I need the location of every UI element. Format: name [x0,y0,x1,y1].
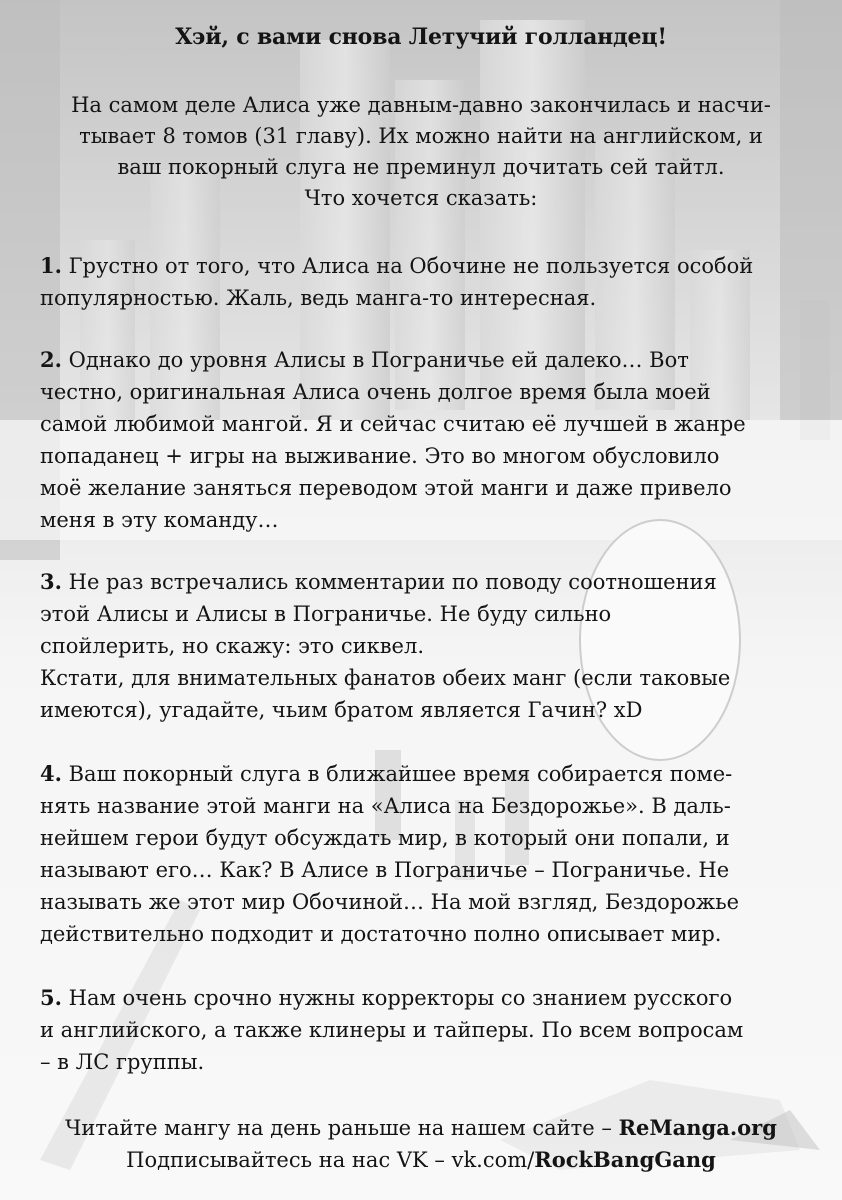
paragraph-line: называть же этот мир Обочиной… На мой взгляд, Бездорожье [40,890,740,914]
paragraph-line: меня в эту команду… [40,508,279,532]
paragraph-line [40,758,826,790]
paragraph-line [40,982,826,1014]
paragraph-line: и английского, а также клинеры и тайперы. По всем вопросам [40,1018,744,1042]
paragraph-line: честно, оригинальная Алиса очень долгое время была моей [40,380,711,404]
paragraph-line: этой Алисы и Алисы в Пограничье. Не буду сильно [40,602,612,626]
paragraph-number: 5. [40,985,62,1010]
paragraph-4 [40,758,826,950]
intro-line: Что хочется сказать: [304,186,538,210]
paragraph-text: Грустно от того, что Алиса на Обочине не пользуется особой [68,254,754,278]
paragraph-5 [40,982,826,1078]
paragraph-line: моё желание заняться переводом этой манги и даже привело [40,476,732,500]
paragraph-line: нейшем герои будут обсуждать мир, в который они попали, и [40,826,730,850]
paragraph-line [40,250,826,282]
paragraph-line: популярностью. Жаль, ведь манга-то интересная. [40,286,597,310]
paragraph-line [40,344,826,376]
paragraph-line: называют его… Как? В Алисе в Пограничье – Пограничье. Не [40,858,730,882]
paragraph-text: Ваш покорный слуга в ближайшее время собирается поме- [68,762,733,786]
paragraph-line: самой любимой мангой. Я и сейчас считаю её лучшей в жанре [40,412,746,436]
paragraph-line: Кстати, для внимательных фанатов обеих манг (если таковые [40,666,731,690]
paragraph-line: – в ЛС группы. [40,1050,205,1074]
paragraph-number: 2. [40,347,62,372]
vk-link[interactable]: RockBangGang [534,1147,716,1172]
page-title: Хэй, с вами снова Летучий голландец! [175,24,667,50]
intro-line: На самом деле Алиса уже давным-давно закончилась и насчи- [71,93,771,117]
intro-line: ваш покорный слуга не преминул дочитать сей тайтл. [117,155,725,179]
paragraph-line: нять название этой манги на «Алиса на Бездорожье». В даль- [40,794,731,818]
footer-line-site [0,1112,842,1144]
paragraph-line: спойлерить, но скажу: это сиквел. [40,634,424,658]
site-link[interactable]: ReManga.org [618,1115,777,1140]
paragraph-line [40,566,826,598]
footer-line-vk [0,1144,842,1176]
footer-text: Подписывайтесь на нас VK – vk.com/ [126,1148,535,1172]
intro-block [30,90,812,214]
intro-line: тывает 8 томов (31 главу). Их можно найти на английском, и [79,124,763,148]
paragraph-text: Нам очень срочно нужны корректоры со знанием русского [68,986,733,1010]
paragraph-text: Не раз встречались комментарии по поводу соотношения [68,570,717,594]
footer-text: Читайте мангу на день раньше на нашем сайте – [65,1116,619,1140]
paragraph-1 [40,250,826,314]
paragraph-number: 1. [40,253,62,278]
paragraph-line: попаданец + игры на выживание. Это во многом обусловило [40,444,720,468]
paragraph-2 [40,344,826,536]
paragraph-line: действительно подходит и достаточно полно описывает мир. [40,922,722,946]
footer [0,1112,842,1176]
paragraph-line: имеются), угадайте, чьим братом является Гачин? xD [40,698,643,722]
paragraph-number: 3. [40,569,62,594]
paragraph-number: 4. [40,761,62,786]
paragraph-3 [40,566,826,726]
paragraph-text: Однако до уровня Алисы в Пограничье ей далеко… Вот [68,348,689,372]
